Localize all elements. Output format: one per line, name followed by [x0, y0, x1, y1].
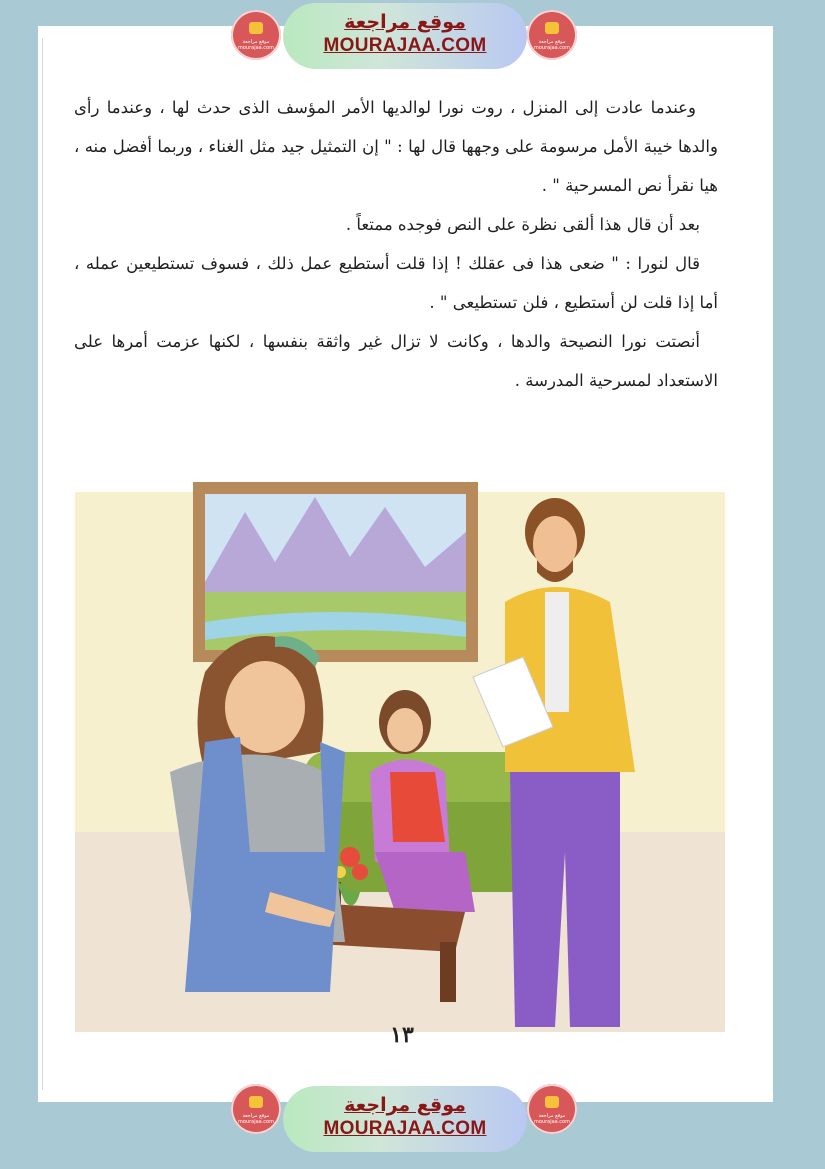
- banner-site-link[interactable]: MOURAJAA.COM: [323, 35, 487, 56]
- paragraph: أنصتت نورا النصيحة والدها ، وكانت لا تزال غير واثقة بنفسها ، لكنها عزمت أمرها على الاستعداد لمسرحية المدرسة .: [74, 332, 718, 390]
- banner-arabic-title[interactable]: موقع مراجعة: [344, 11, 466, 33]
- story-illustration: [75, 472, 725, 1032]
- site-logo-badge[interactable]: موقع مراجعة mourajaa.com: [231, 10, 281, 60]
- banner-arabic-title[interactable]: موقع مراجعة: [344, 1094, 466, 1116]
- paragraph: وعندما عادت إلى المنزل ، روت نورا لوالديها الأمر المؤسف الذى حدث لها ، وعندما رأى والدها خيبة الأمل مرسومة على وجهها قال لها : " إن التمثيل جيد مثل الغناء ، وربما أفضل منه ، هيا نقرأ نص المسرحية " .: [74, 98, 718, 195]
- story-text: [74, 88, 718, 400]
- page-number: ١٣: [390, 1022, 414, 1048]
- paragraph: قال لنورا : " ضعى هذا فى عقلك ! إذا قلت أستطيع عمل ذلك ، فسوف تستطيعين عمله ، أما إذا قلت لن أستطيع ، فلن تستطيعى " .: [74, 254, 718, 312]
- site-logo-badge[interactable]: موقع مراجعة mourajaa.com: [527, 10, 577, 60]
- banner-site-link[interactable]: MOURAJAA.COM: [323, 1118, 487, 1139]
- page-edge-line: [42, 38, 43, 1090]
- site-banner-bottom[interactable]: [283, 1086, 527, 1152]
- site-logo-badge[interactable]: موقع مراجعة mourajaa.com: [231, 1084, 281, 1134]
- site-logo-badge[interactable]: موقع مراجعة mourajaa.com: [527, 1084, 577, 1134]
- site-banner-top[interactable]: [283, 3, 527, 69]
- paragraph: بعد أن قال هذا ألقى نظرة على النص فوجده ممتعاً .: [345, 215, 700, 234]
